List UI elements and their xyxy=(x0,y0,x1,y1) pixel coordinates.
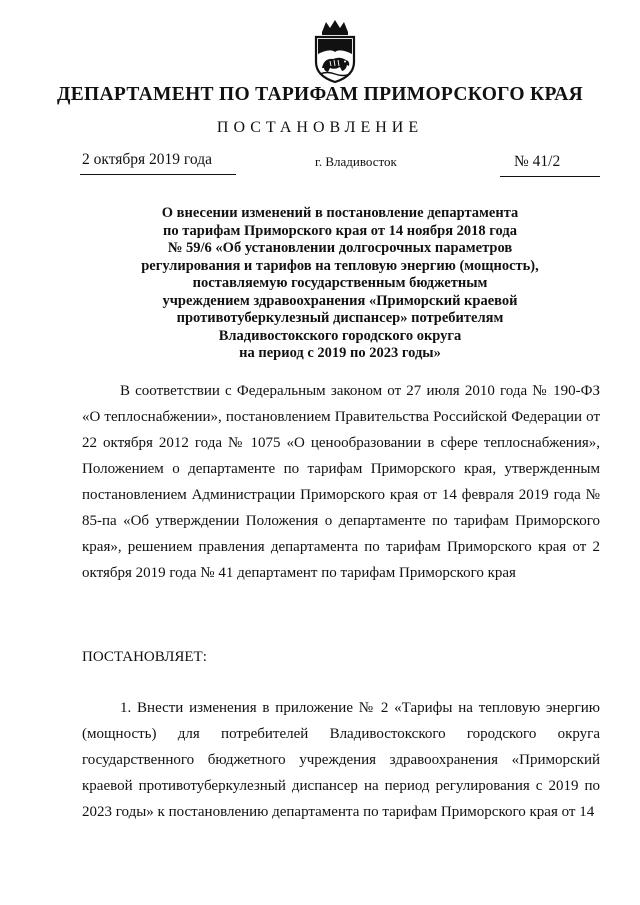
subject-line: по тарифам Приморского края от 14 ноября 2018 года xyxy=(163,222,517,239)
date-underline xyxy=(80,174,236,175)
item-1-paragraph: 1. Внести изменения в приложение № 2 «Тарифы на тепловую энергию (мощность) для потребителей Владивостокского городского округа государственного бюджетного учреждения здравоохранения «Приморский краевой противотуберкулезный диспансер на период регулирования с 2019 по 2023 годы» к постановлению департамента по тарифам Приморского края от 14 xyxy=(82,700,600,820)
document-subject xyxy=(80,205,600,363)
preamble-paragraph: В соответствии с Федеральным законом от 27 июля 2010 года № 190-ФЗ «О теплоснабжении», постановлением Правительства Российской Федерации от 22 октября 2012 года № 1075 «О ценообразовании в сфере теплоснабжения», Положением о департаменте по тарифам Приморского края, утвержденным постановлением Администрации Приморского края от 14 февраля 2019 года № 85-па «Об утверждении Положения о департаменте по тарифам Приморского края», решением правления департамента по тарифам Приморского края от 2 октября 2019 года № 41 департамент по тарифам Приморского края xyxy=(82,383,600,581)
subject-line: регулирования и тарифов на тепловую энергию (мощность), xyxy=(141,257,539,274)
subject-line: Владивостокского городского округа xyxy=(218,327,462,344)
coat-of-arms-icon xyxy=(300,18,370,84)
subject-line: О внесении изменений в постановление департамента xyxy=(161,205,519,221)
document-date: 2 октября 2019 года xyxy=(82,151,212,168)
department-title: ДЕПАРТАМЕНТ ПО ТАРИФАМ ПРИМОРСКОГО КРАЯ xyxy=(57,84,583,105)
document-number: № 41/2 xyxy=(514,153,561,170)
document-type: ПОСТАНОВЛЕНИЕ xyxy=(216,119,424,136)
subject-line: противотуберкулезный диспансер» потребителям xyxy=(176,310,504,326)
subject-line: учреждением здравоохранения «Приморский краевой xyxy=(162,292,518,309)
resolves-heading: ПОСТАНОВЛЯЕТ: xyxy=(82,649,207,665)
subject-line: на период с 2019 по 2023 годы» xyxy=(239,345,441,361)
subject-line: поставляемую государственным бюджетным xyxy=(192,275,488,291)
document-city: г. Владивосток xyxy=(315,154,397,169)
number-underline xyxy=(500,176,600,177)
subject-line: № 59/6 «Об установлении долгосрочных параметров xyxy=(167,240,513,256)
